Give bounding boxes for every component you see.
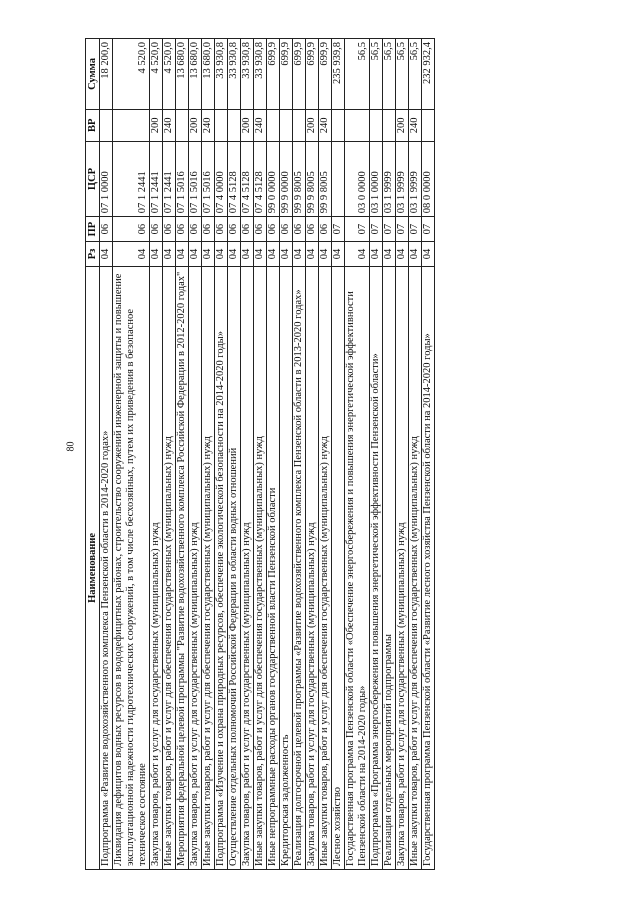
cell-pr: 06 [215, 217, 228, 242]
cell-name: Ликвидация дефицитов водных ресурсов в вододефицитных районах, строительство сооружений инженерной защиты и повышение эксплуатационной надежности гидротехнических сооружений, в том числе бесхозяйных, путем их приведения в безопасное техническое состояние [113, 266, 150, 869]
cell-name: Кредиторская задолженность [280, 266, 293, 869]
cell-rz: 04 [254, 242, 267, 267]
cell-name: Закупка товаров, работ и услуг для государственных (муниципальных) нужд [150, 266, 163, 869]
cell-sum: 699,9 [267, 39, 280, 110]
cell-vr [293, 109, 306, 141]
cell-csr: 07 1 2441 [113, 141, 150, 217]
table-row [215, 39, 228, 870]
cell-rz: 04 [241, 242, 254, 267]
cell-rz: 04 [176, 242, 189, 267]
cell-csr: 99 9 8005 [306, 141, 319, 217]
cell-name: Закупка товаров, работ и услуг для государственных (муниципальных) нужд [396, 266, 409, 869]
cell-rz: 04 [202, 242, 215, 267]
cell-name: Реализация отдельных мероприятий подпрограммы [383, 266, 396, 869]
cell-rz: 04 [396, 242, 409, 267]
cell-pr: 06 [241, 217, 254, 242]
table-row [306, 39, 319, 870]
cell-csr: 03 1 0000 [370, 141, 383, 217]
table-row [422, 39, 435, 870]
table-row [254, 39, 267, 870]
cell-pr: 06 [280, 217, 293, 242]
cell-sum: 33 930,8 [254, 39, 267, 110]
cell-name: Подпрограмма «Изучение и охрана природных ресурсов, обеспечение экологической безопасности на 2014-2020 годы» [215, 266, 228, 869]
cell-rz: 04 [113, 242, 150, 267]
cell-vr: 240 [254, 109, 267, 141]
cell-csr: 03 1 9999 [409, 141, 422, 217]
cell-csr: 07 1 0000 [100, 141, 113, 217]
cell-name: Иные закупки товаров, работ и услуг для обеспечения государственных (муниципальных) нужд [319, 266, 332, 869]
header-sum: Сумма [86, 39, 100, 110]
cell-csr: 03 1 9999 [383, 141, 396, 217]
cell-vr: 200 [241, 109, 254, 141]
cell-vr: 240 [163, 109, 176, 141]
cell-name: Закупка товаров, работ и услуг для государственных (муниципальных) нужд [189, 266, 202, 869]
cell-rz: 04 [319, 242, 332, 267]
cell-sum: 56,5 [370, 39, 383, 110]
cell-sum: 699,9 [280, 39, 293, 110]
cell-pr: 07 [345, 217, 370, 242]
cell-name: Подпрограмма «Программа энергосбережения и повышения энергетической эффективности Пензенской области» [370, 266, 383, 869]
cell-csr: 07 4 5128 [228, 141, 241, 217]
cell-sum: 18 200,0 [100, 39, 113, 110]
cell-vr [215, 109, 228, 141]
cell-name: Иные закупки товаров, работ и услуг для обеспечения государственных (муниципальных) нужд [254, 266, 267, 869]
cell-pr: 06 [189, 217, 202, 242]
table-row [345, 39, 370, 870]
cell-vr [113, 109, 150, 141]
cell-pr: 07 [383, 217, 396, 242]
cell-name: Мероприятия федеральной целевой программы "Развитие водохозяйственного комплекса Российской Федерации в 2012-2020 годах" [176, 266, 189, 869]
cell-csr: 07 1 5016 [189, 141, 202, 217]
cell-rz: 04 [332, 242, 345, 267]
cell-rz: 04 [422, 242, 435, 267]
cell-name: Закупка товаров, работ и услуг для государственных (муниципальных) нужд [306, 266, 319, 869]
cell-pr: 06 [254, 217, 267, 242]
table-row [293, 39, 306, 870]
cell-sum: 13 680,0 [202, 39, 215, 110]
cell-rz: 04 [215, 242, 228, 267]
cell-sum: 33 930,8 [215, 39, 228, 110]
cell-sum: 56,5 [345, 39, 370, 110]
cell-csr: 07 4 5128 [241, 141, 254, 217]
cell-pr: 07 [409, 217, 422, 242]
cell-pr: 06 [100, 217, 113, 242]
table-row [176, 39, 189, 870]
cell-name: Иные закупки товаров, работ и услуг для обеспечения государственных (муниципальных) нужд [202, 266, 215, 869]
table-row [396, 39, 409, 870]
cell-sum: 4 520,0 [113, 39, 150, 110]
cell-pr: 06 [228, 217, 241, 242]
table-row [113, 39, 150, 870]
cell-csr: 07 1 2441 [163, 141, 176, 217]
cell-vr [383, 109, 396, 141]
cell-vr [176, 109, 189, 141]
cell-sum: 699,9 [319, 39, 332, 110]
cell-csr: 99 9 8005 [293, 141, 306, 217]
cell-csr: 03 1 9999 [396, 141, 409, 217]
cell-name: Государственная программа Пензенской области «Обеспечение энергосбережения и повышения энергетической эффективности Пензенской области на 2014-2020 годы» [345, 266, 370, 869]
cell-pr: 07 [422, 217, 435, 242]
cell-rz: 04 [409, 242, 422, 267]
cell-pr: 07 [332, 217, 345, 242]
cell-sum: 56,5 [409, 39, 422, 110]
cell-sum: 232 932,4 [422, 39, 435, 110]
cell-pr: 06 [306, 217, 319, 242]
cell-vr: 240 [202, 109, 215, 141]
cell-rz: 04 [280, 242, 293, 267]
table-row [280, 39, 293, 870]
cell-sum: 4 520,0 [150, 39, 163, 110]
cell-rz: 04 [228, 242, 241, 267]
cell-vr: 240 [409, 109, 422, 141]
table-row [150, 39, 163, 870]
table-row [409, 39, 422, 870]
cell-vr [370, 109, 383, 141]
table-row [332, 39, 345, 870]
cell-name: Закупка товаров, работ и услуг для государственных (муниципальных) нужд [241, 266, 254, 869]
cell-csr: 03 0 0000 [345, 141, 370, 217]
header-rz: Рз [86, 242, 100, 267]
cell-pr: 06 [113, 217, 150, 242]
cell-csr: 08 0 0000 [422, 141, 435, 217]
page-number: 80 [65, 441, 77, 452]
cell-csr: 07 1 2441 [150, 141, 163, 217]
cell-name: Реализация долгосрочной целевой программы «Развитие водохозяйственного комплекса Пензенской области в 2013-2020 годах» [293, 266, 306, 869]
table-row [189, 39, 202, 870]
cell-rz: 04 [150, 242, 163, 267]
cell-vr: 200 [306, 109, 319, 141]
cell-vr: 240 [319, 109, 332, 141]
cell-name: Иные закупки товаров, работ и услуг для обеспечения государственных (муниципальных) нужд [163, 266, 176, 869]
cell-rz: 04 [163, 242, 176, 267]
cell-vr: 200 [396, 109, 409, 141]
header-pr: ПР [86, 217, 100, 242]
cell-vr [100, 109, 113, 141]
cell-pr: 06 [176, 217, 189, 242]
cell-vr [332, 109, 345, 141]
cell-rz: 04 [267, 242, 280, 267]
cell-rz: 04 [293, 242, 306, 267]
cell-csr [332, 141, 345, 217]
cell-vr [267, 109, 280, 141]
cell-sum: 56,5 [396, 39, 409, 110]
cell-sum: 699,9 [306, 39, 319, 110]
budget-table [85, 38, 435, 870]
cell-rz: 04 [306, 242, 319, 267]
cell-pr: 06 [293, 217, 306, 242]
table-body [100, 39, 435, 870]
table-row [383, 39, 396, 870]
cell-vr [345, 109, 370, 141]
cell-pr: 07 [396, 217, 409, 242]
table-row [241, 39, 254, 870]
cell-name: Государственная программа Пензенской области «Развитие лесного хозяйства Пензенской области на 2014-2020 годы» [422, 266, 435, 869]
cell-rz: 04 [383, 242, 396, 267]
cell-vr [228, 109, 241, 141]
table-row [370, 39, 383, 870]
cell-vr: 200 [150, 109, 163, 141]
table-header-row [86, 39, 100, 870]
cell-name: Осуществление отдельных полномочий Российской Федерации в области водных отношений [228, 266, 241, 869]
cell-name: Иные непрограммные расходы органов государственной власти Пензенской области [267, 266, 280, 869]
table-row [202, 39, 215, 870]
cell-pr: 06 [267, 217, 280, 242]
cell-csr: 99 9 0000 [280, 141, 293, 217]
cell-sum: 56,5 [383, 39, 396, 110]
cell-csr: 07 1 5016 [176, 141, 189, 217]
cell-vr [422, 109, 435, 141]
header-vr: ВР [86, 109, 100, 141]
cell-sum: 13 680,0 [176, 39, 189, 110]
cell-pr: 07 [370, 217, 383, 242]
table-row [100, 39, 113, 870]
cell-csr: 07 4 0000 [215, 141, 228, 217]
cell-rz: 04 [189, 242, 202, 267]
cell-rz: 04 [345, 242, 370, 267]
cell-sum: 235 939,8 [332, 39, 345, 110]
cell-vr [280, 109, 293, 141]
header-name: Наименование [86, 266, 100, 869]
cell-pr: 06 [163, 217, 176, 242]
cell-sum: 699,9 [293, 39, 306, 110]
rotated-table-container [85, 38, 565, 870]
cell-sum: 4 520,0 [163, 39, 176, 110]
table-row [319, 39, 332, 870]
cell-sum: 13 680,0 [189, 39, 202, 110]
cell-name: Лесное хозяйство [332, 266, 345, 869]
cell-rz: 04 [370, 242, 383, 267]
cell-sum: 33 930,8 [241, 39, 254, 110]
cell-name: Подпрограмма «Развитие водохозяйственного комплекса Пензенской области в 2014-2020 годах» [100, 266, 113, 869]
header-csr: ЦСР [86, 141, 100, 217]
table-row [267, 39, 280, 870]
cell-vr: 200 [189, 109, 202, 141]
cell-csr: 99 0 0000 [267, 141, 280, 217]
cell-csr: 07 4 5128 [254, 141, 267, 217]
cell-csr: 07 1 5016 [202, 141, 215, 217]
cell-pr: 06 [150, 217, 163, 242]
table-row [228, 39, 241, 870]
table-row [163, 39, 176, 870]
cell-pr: 06 [202, 217, 215, 242]
cell-rz: 04 [100, 242, 113, 267]
cell-pr: 06 [319, 217, 332, 242]
cell-csr: 99 9 8005 [319, 141, 332, 217]
cell-sum: 33 930,8 [228, 39, 241, 110]
cell-name: Иные закупки товаров, работ и услуг для обеспечения государственных (муниципальных) нужд [409, 266, 422, 869]
